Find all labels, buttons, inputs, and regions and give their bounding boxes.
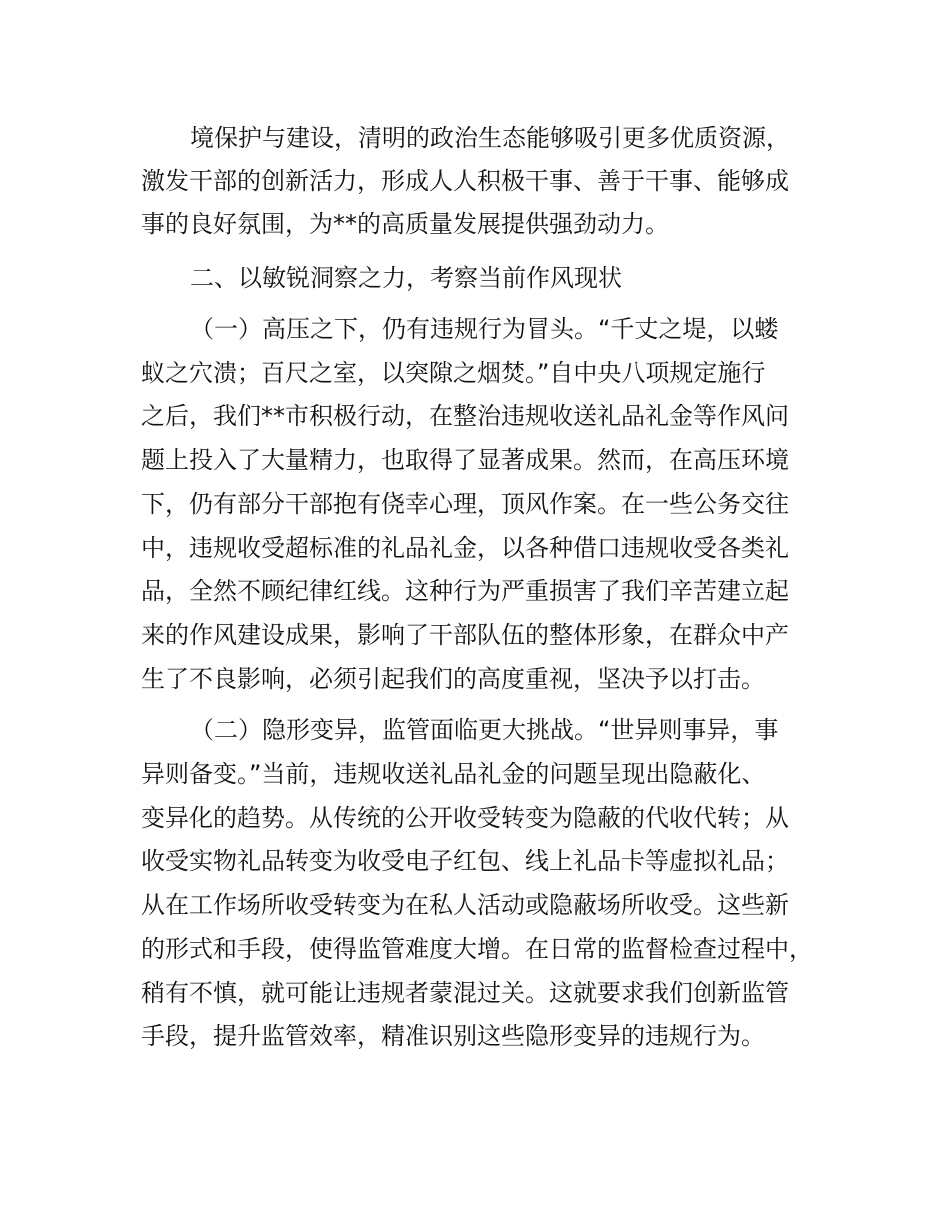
paragraph-1-line-2: 激发干部的创新活力，形成人人积极干事、善于干事、能够成 [141,167,789,195]
paragraph-1-line-1: 境保护与建设，清明的政治生态能够吸引更多优质资源， [190,124,790,152]
paragraph-4-line-6: 的形式和手段，使得监管难度大增。在日常的监督检查过程中， [141,935,813,963]
paragraph-3-line-5: 下，仍有部分干部抱有侥幸心理，顶风作案。在一些公务交往 [141,490,789,518]
paragraph-3-line-6: 中，违规收受超标准的礼品礼金，以各种借口违规收受各类礼 [141,534,789,562]
paragraph-3-line-4: 题上投入了大量精力，也取得了显著成果。然而，在高压环境 [141,446,789,474]
paragraph-3-line-7: 品，全然不顾纪律红线。这种行为严重损害了我们辛苦建立起 [141,577,789,605]
paragraph-3-line-3: 之后，我们**市积极行动，在整治违规收送礼品礼金等作风问 [141,402,789,430]
paragraph-4-line-8: 手段，提升监管效率，精准识别这些隐形变异的违规行为。 [141,1022,765,1050]
paragraph-4-line-3: 变异化的趋势。从传统的公开收受转变为隐蔽的代收代转；从 [141,804,789,832]
paragraph-4-line-4: 收受实物礼品转变为收受电子红包、线上礼品卡等虚拟礼品； [141,847,789,875]
paragraph-4-line-2: 异则备变。”当前，违规收送礼品礼金的问题呈现出隐蔽化、 [141,760,766,788]
paragraph-1-line-3: 事的良好氛围，为**的高质量发展提供强劲动力。 [141,210,669,238]
paragraph-3-line-8: 来的作风建设成果，影响了干部队伍的整体形象，在群众中产 [141,621,789,649]
paragraph-3-line-1: （一）高压之下，仍有违规行为冒头。“千丈之堤，以蝼 [190,315,779,343]
paragraph-3-line-9: 生了不良影响，必须引起我们的高度重视，坚决予以打击。 [141,665,765,693]
section-heading: 二、以敏锐洞察之力，考察当前作风现状 [190,264,622,292]
paragraph-4-line-7: 稍有不慎，就可能让违规者蒙混过关。这就要求我们创新监管 [141,979,789,1007]
paragraph-4-line-5: 从在工作场所收受转变为在私人活动或隐蔽场所收受。这些新 [141,891,789,919]
paragraph-4-line-1: （二）隐形变异，监管面临更大挑战。“世异则事异，事 [190,716,779,744]
paragraph-3-line-2: 蚁之穴溃；百尺之室，以突隙之烟焚。”自中央八项规定施行 [141,359,766,387]
